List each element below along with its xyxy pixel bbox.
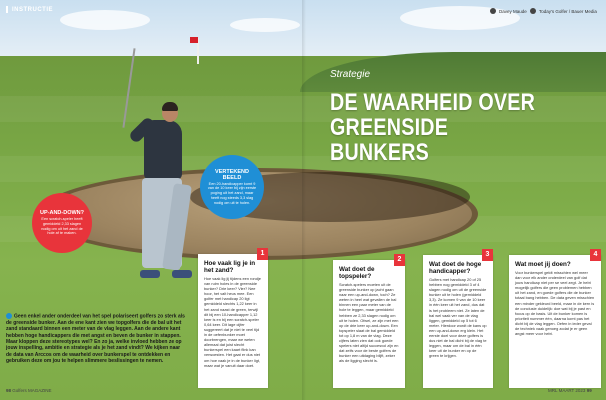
article-title	[330, 90, 543, 165]
page-number-right: 99	[586, 388, 592, 393]
badge-title: UP-AND-DOWN?	[40, 209, 84, 216]
author-credit	[490, 8, 527, 14]
footer-left	[6, 388, 52, 393]
box-title: Hoe vaak lig je in het zand?	[204, 260, 256, 274]
info-box-3	[423, 251, 493, 388]
author-avatar-icon	[490, 8, 496, 14]
golfer-shoe	[140, 270, 160, 278]
article-kicker: Strategie	[330, 69, 371, 80]
box-number: 3	[482, 249, 493, 261]
stat-badge-up-and-down	[32, 193, 92, 253]
magazine-name: Golfers MAGAZINE	[12, 388, 52, 393]
section-bar	[6, 6, 8, 13]
box-text: Golfers met handicap 20 of 25 hebben nog gemiddeld 3 of 4 slagen nodig om uit de greenside bunker uit te holen (gemiddeld 3,3). Ze komen 9 van de 10 keer in één keer uit het zand, dus dat is het probleem niet. Ze laten de bal wel vaak ver van de vlag liggen, gemiddeld op 5 tot 6 meter. Hierdoor wordt de kans op een up-and-down erg klein. Het eerste doel voor deze golfers is dus niet de bal dicht bij de vlag te leggen, maar om de bal in één keer uit de bunker en op de green te krijgen.	[429, 277, 487, 359]
box-text: Hoe vaak lig jij tijdens een rondje van ruim holes in de greenside bunker? Drie keer? Vier? Nee hoor, het valt heus mee. Een golfer met handicap 20 ligt gemiddeld slechts 1,22 keer in het zand naast de green, terwijl dit bij een 10-handicapper 1,12 keer is en bij een scratch-speler 0,64 keer. Dit lage cijfer suggereert dat je niet te veel tijd in de oefenbunker moet doorbrengen, maar we weten allemaal dat juist slecht bunkerspel een kaart flink kan verwoesten. Het gaat er dus niet om hoe vaak je in de bunker ligt, maar wat je vanuit daar doet.	[204, 276, 261, 368]
intro-paragraph	[6, 313, 186, 365]
photo-credit-text: Today's Golfer / Bauer Media	[539, 8, 597, 14]
golfer-shoe	[172, 270, 192, 278]
box-title: Wat doet de hoge handicapper?	[429, 261, 482, 275]
cloud	[60, 10, 150, 30]
cloud	[230, 18, 300, 32]
section-label: INSTRUCTIE	[12, 6, 53, 13]
box-number: 2	[394, 254, 405, 266]
intro-text: Geen enkel ander onderdeel van het spel polariseert golfers zo sterk als de greenside bunker. Aan de ene kant zien we topgolfers die de bal uit het zand standaard binnen een meter van de vlag leggen. Aan de andere kant hebben hoge handicappers die met angst en beven de bunker in stappen. Maar kloppen deze stereotypes wel? En zo ja, welke invloed hebben ze op jouw inspelling, ambitie en strategie als je het zand vindt? We kijken naar de data van Arccos om de waarheid over bunkerspel te ontdekken en gebruiken deze om jou te helpen slimmere beslissingen te nemen.	[6, 313, 185, 365]
info-box-1	[198, 250, 268, 388]
box-title: Wat doet de topspeler?	[339, 266, 375, 280]
golfer-hair	[162, 102, 178, 111]
golf-flag-icon	[190, 37, 198, 43]
box-text: Voor bunkerspel geldt misschien wel meer dan voor elk ander onderdeel van golf dat jouw handicap niet per se veel zegt. Je hebt mogelijk golfers die geen problemen hebben uit het zand, en goede golfers die de bunker totaal bang hebben. De data geven misschien een minder gekleurd beeld, maar in de kern is de conclusie duidelijk: doe wat bij je past en focus op de basis. Uit de bunker komen is prioriteit nummer één, daarna komt pas het dicht bij de vlag leggen. Oefen in ieder geval de techniek vaak genoeg zodat je er geen angst meer voor hebt.	[515, 270, 595, 337]
info-box-2	[333, 256, 405, 388]
badge-title: VERTEKEND BEELD	[215, 168, 249, 181]
camera-icon	[530, 8, 536, 14]
photo-credit	[530, 8, 597, 14]
box-title: Wat moet jij doen?	[515, 261, 571, 268]
golfer-figure	[120, 100, 200, 285]
info-box-4	[509, 251, 601, 388]
badge-text: Een scratch-speler heeft gemiddeld 2,33 slagen nodig om uit het zand de hole af te maken.	[41, 216, 83, 236]
badge-text: Een 20-handicapper komt 9 van de 10 keer bij zijn eerste poging uit het zand, maar heeft nog steeds 3,3 slag nodig om uit te holen.	[207, 181, 257, 205]
page-number-left: 98	[6, 388, 12, 393]
box-number: 1	[257, 248, 268, 260]
author-name: Davey Maude	[499, 8, 527, 14]
section-tag	[6, 6, 53, 13]
issue-date: MRL MAART 2023	[548, 388, 586, 393]
intro-bullet-icon	[6, 313, 12, 319]
page-gutter	[302, 0, 306, 400]
box-text: Scratch-spelers moeten uit de greenside bunker op jacht gaan naar een up-and-down, toch? Ze weten in heel wat gevallen de bal binnen een paar meter van de hole te leggen, maar gemiddeld hebben ze 2,33 slagen nodig om uit te holen. Ofwel, ze zijn met een op de drie keer up-and-down. Een topspeler slaat de bal gemiddeld tot op 1,8 m van de vlag. Deze cijfers laten zien dat ook goede spelers niet altijd succesvol zijn en dat zelfs voor de beste golfers de bunker een uitdaging blijft, zeker als de ligging slecht is.	[339, 282, 399, 364]
title-line-2: GREENSIDE BUNKERS	[330, 114, 449, 166]
stat-badge-distorted	[200, 155, 264, 219]
golfer-torso	[144, 120, 182, 180]
box-number: 4	[590, 249, 601, 261]
title-line-1: DE WAARHEID OVER	[330, 89, 536, 116]
footer-right	[548, 388, 592, 393]
